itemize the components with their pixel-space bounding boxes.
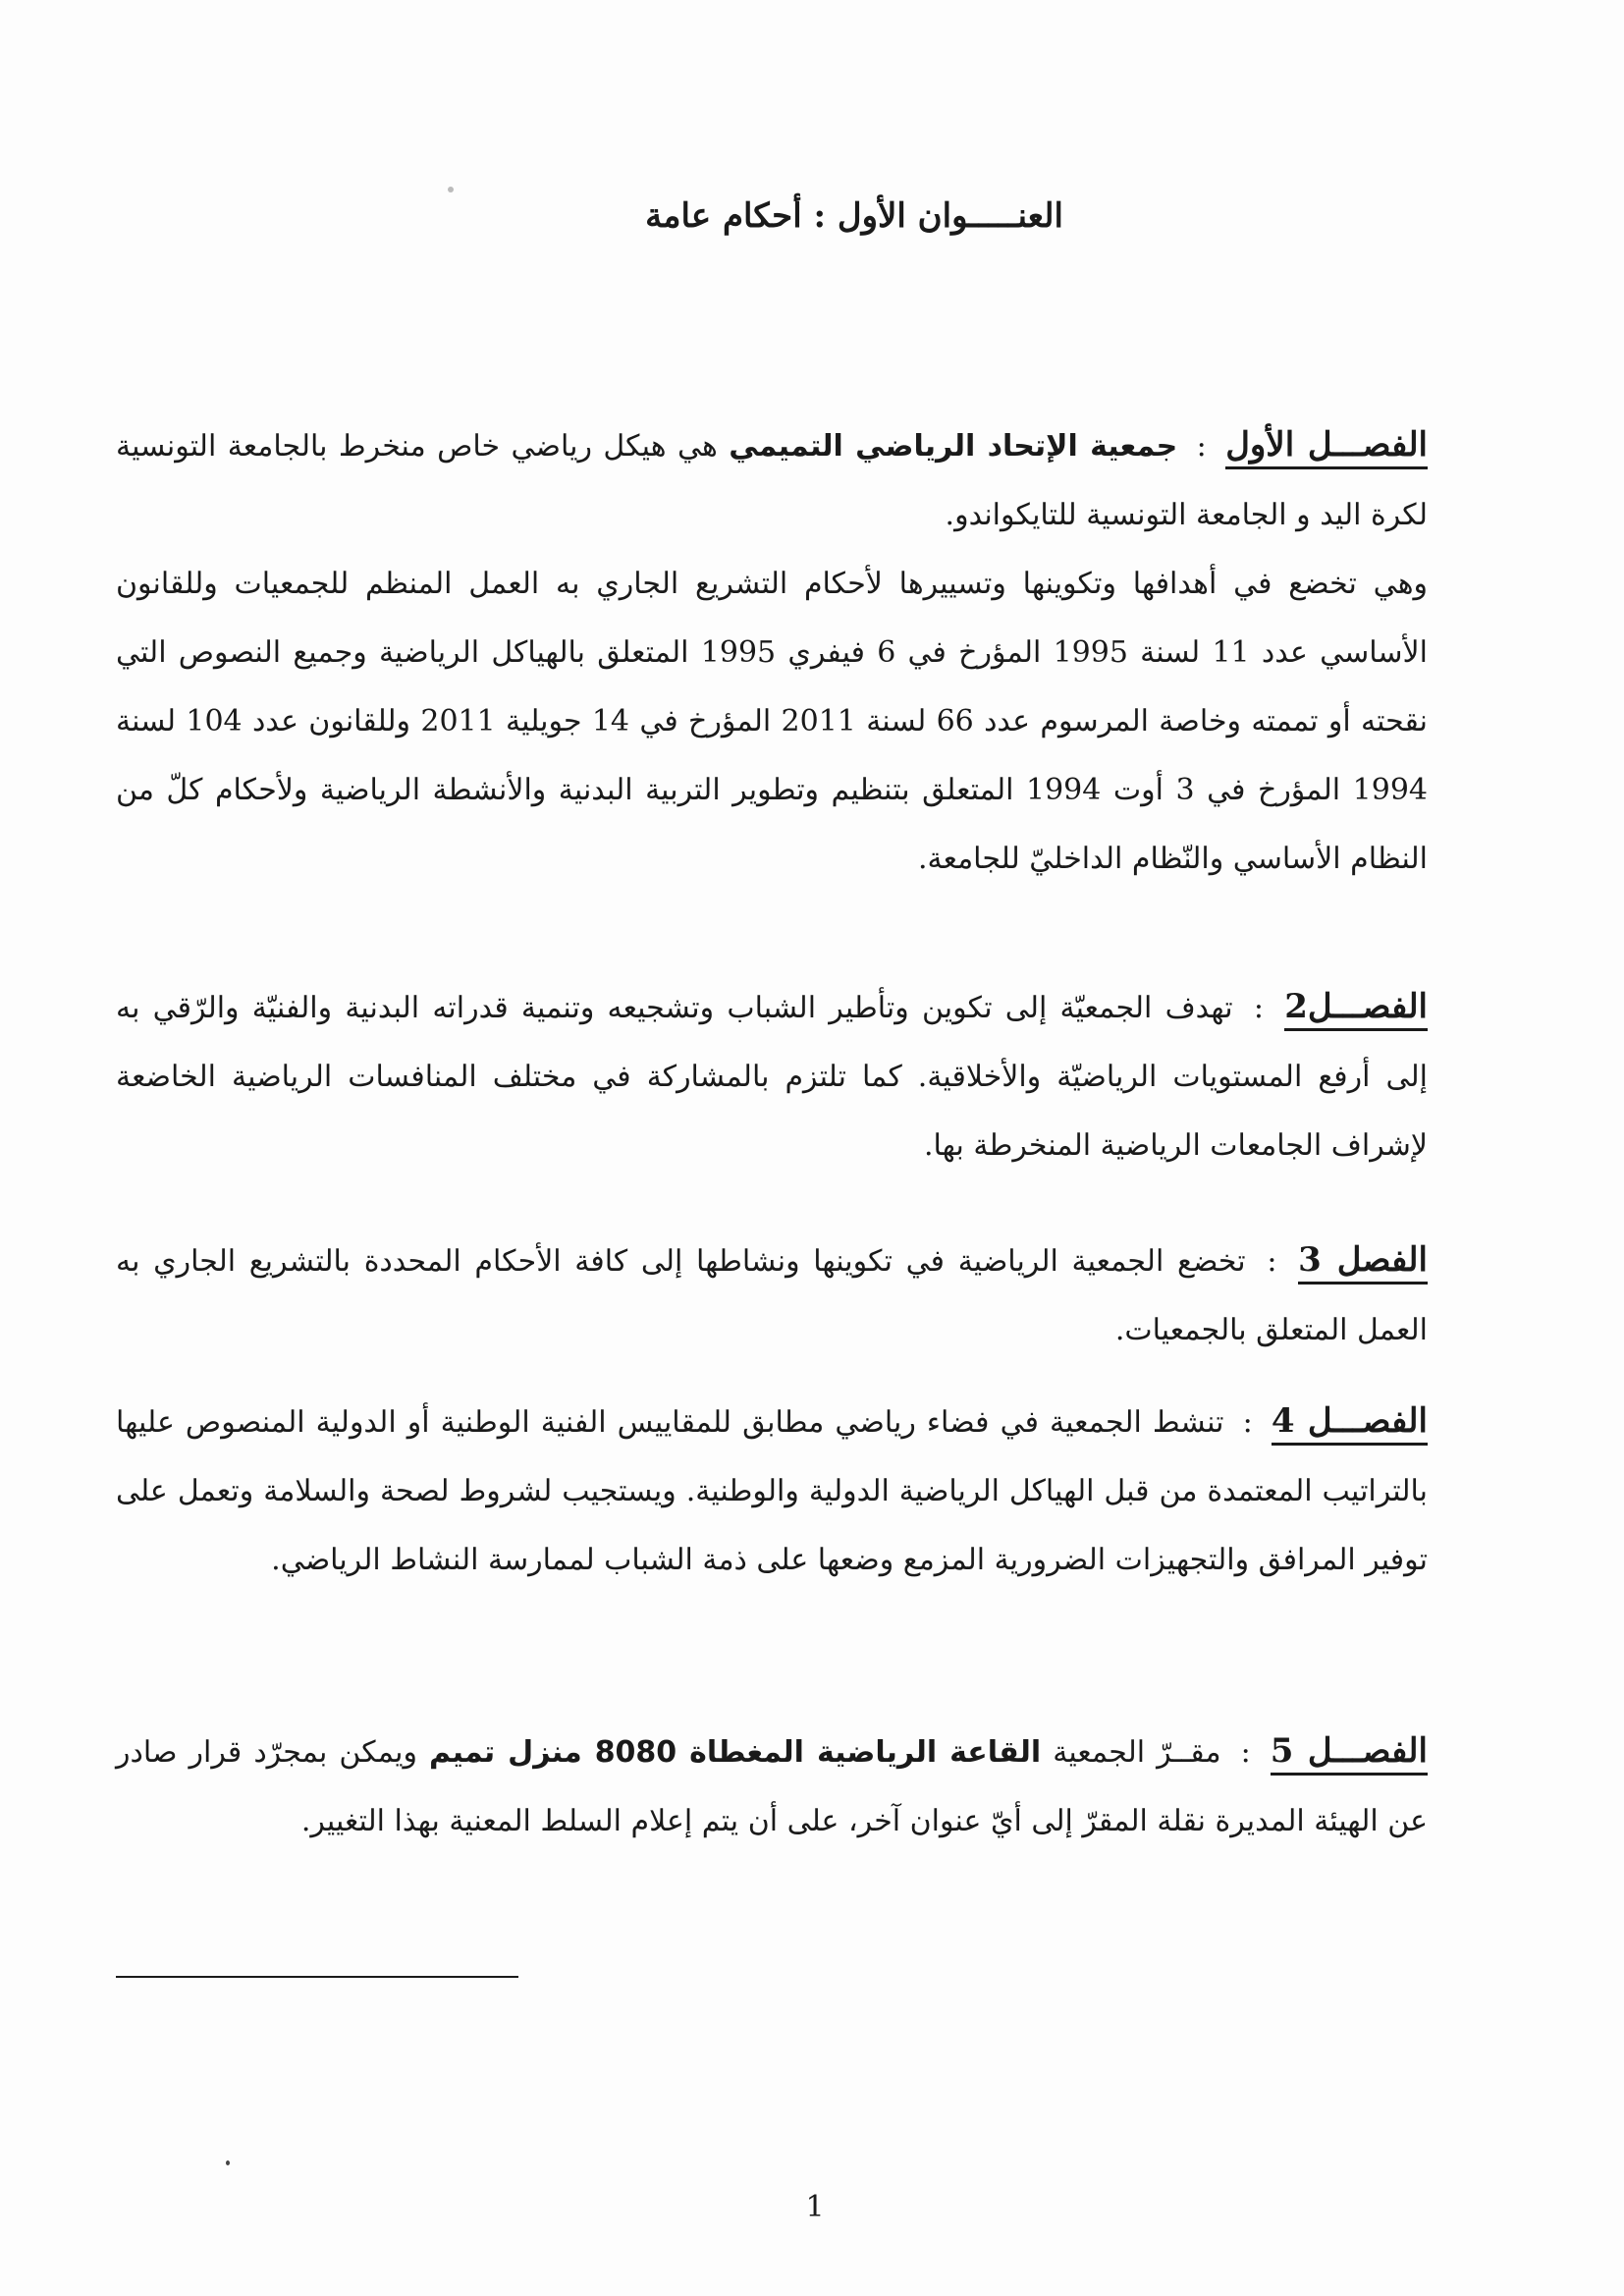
article-5-label: الفصـــل 5 [1271,1731,1428,1776]
article-2 [116,972,1428,1180]
article-2-separator: : [1253,991,1264,1025]
article-2-text: تهدف الجمعيّة إلى تكوين وتأطير الشباب وتشجيعه وتنمية قدراته البدنية والفنيّة والرّقي به إلى أرفع المستويات الرياضيّة والأخلاقية. كما تلتزم بالمشاركة في مختلف المنافسات الرياضية الخاضعة لإشراف الجامعات الرياضية المنخرطة بها. [116,991,1428,1163]
scan-speck [448,187,454,192]
page-number: 1 [805,2190,825,2224]
article-4-label: الفصـــل 4 [1272,1401,1428,1446]
article-4-text: تنشط الجمعية في فضاء رياضي مطابق للمقاييس الفنية الوطنية أو الدولية المنصوص عليها بالتراتيب المعتمدة من قبل الهياكل الرياضية الدولية والوطنية. ويستجيب لشروط لصحة والسلامة وتعمل على توفير المرافق والتجهيزات الضرورية المزمع وضعها على ذمة الشباب لممارسة النشاط الرياضي. [116,1405,1428,1577]
article-3 [116,1226,1428,1365]
article-4 [116,1387,1428,1595]
section-title: العنـــــوان الأول : أحكام عامة [645,196,1063,236]
article-1-continuation: وهي تخضع في أهدافها وتكوينها وتسييرها لأحكام التشريع الجاري به العمل المنظم للجمعيات وللقانون الأساسي عدد 11 لسنة 1995 المؤرخ في 6 فيفري 1995 المتعلق بالهياكل الرياضية وجميع النصوص التي نقحته أو تممته وخاصة المرسوم عدد 66 لسنة 2011 المؤرخ في 14 جويلية 2011 وللقانون عدد 104 لسنة 1994 المؤرخ في 3 أوت 1994 المتعلق بتنظيم وتطوير التربية البدنية والأنشطة الرياضية ولأحكام كلّ من النظام الأساسي والنّظام الداخليّ للجامعة. [116,567,1429,876]
headquarters-address: القاعة الرياضية المغطاة 8080 منزل تميم [429,1735,1042,1770]
article-1 [116,410,1428,894]
article-3-label: الفصل 3 [1298,1240,1428,1285]
footnote-separator-line [116,1976,518,1978]
article-3-separator: : [1267,1244,1277,1279]
association-name: جمعية الإتحاد الرياضي التميمي [729,429,1178,464]
article-4-separator: : [1242,1405,1253,1440]
scan-speck [226,2160,230,2165]
article-5 [116,1717,1428,1856]
article-1-label: الفصـــل الأول [1225,425,1428,469]
article-1-separator: : [1196,429,1207,464]
article-3-text: تخضع الجمعية الرياضية في تكوينها ونشاطها إلى كافة الأحكام المحددة بالتشريع الجاري به العمل المتعلق بالجمعيات. [116,1244,1428,1347]
article-1-text: هي هيكل رياضي خاص منخرط بالجامعة التونسية لكرة اليد و الجامعة التونسية للتايكواندو. [116,429,1428,532]
article-5-text-before: مقــرّ الجمعية [1053,1735,1221,1770]
article-5-text: ويمكن بمجرّد قرار صادر عن الهيئة المديرة نقلة المقرّ إلى أيّ عنوان آخر، على أن يتم إعلام السلط المعنية بهذا التغيير. [116,1735,1428,1838]
article-5-separator: : [1240,1735,1251,1770]
article-2-label: الفصـــل2 [1284,987,1428,1031]
